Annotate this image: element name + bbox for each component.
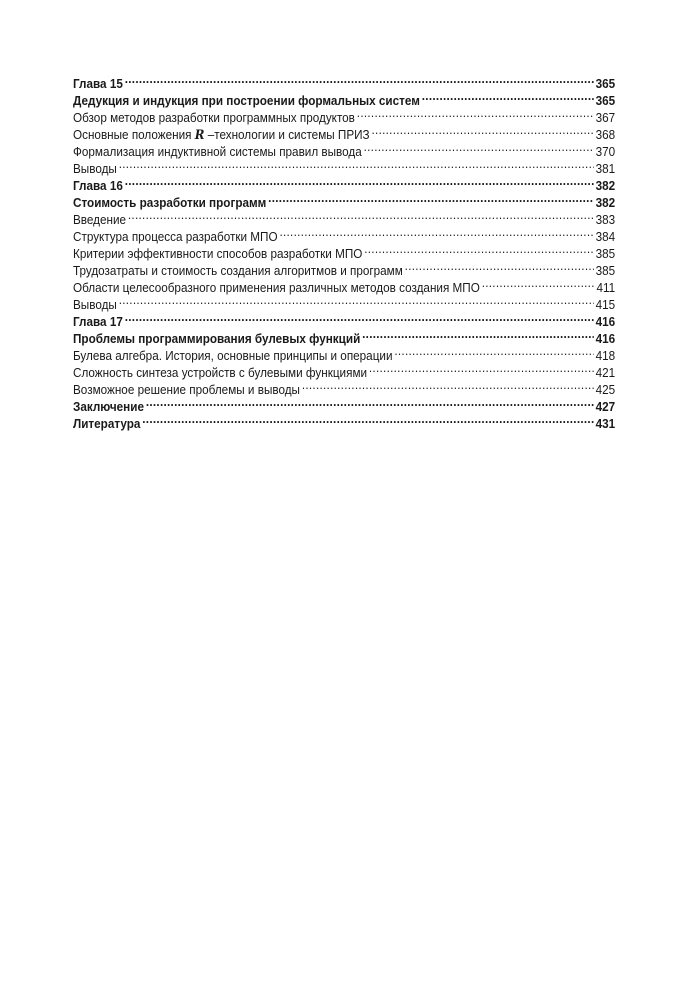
toc-entry-introduction [73,207,616,227]
dot-leader [372,122,594,139]
toc-entry-title: Обзор методов разработки программных продуктов [73,111,355,125]
toc-entry-title: Булева алгебра. История, основные принципы и операции [73,349,393,363]
toc-entry-chapter-17 [73,309,616,329]
toc-entry-page: 418 [595,349,616,363]
dot-leader [405,258,594,275]
toc-entry-title: Трудозатраты и стоимость создания алгоритмов и программ [73,264,403,278]
toc-entry-title: Введение [73,213,127,227]
dot-leader [369,360,594,377]
dot-leader [146,394,594,411]
toc-entry-chapter-16 [73,173,616,193]
dot-leader [125,173,594,190]
toc-entry-conclusions-16 [73,292,616,312]
dot-leader [422,88,594,105]
dot-leader [362,326,594,343]
toc-entry-title: Выводы [73,298,117,312]
toc-entry-page: 411 [596,281,616,295]
toc-entry-page: 365 [595,77,616,91]
table-of-contents [73,71,616,431]
toc-entry-deduction-induction [73,88,616,108]
toc-entry-process-structure [73,224,616,244]
dot-leader [482,275,595,292]
toc-entry-title: Формализация индуктивной системы правил вывода [73,145,362,159]
dot-leader [119,292,594,309]
toc-entry-title: Выводы [73,162,117,176]
toc-entry-page: 368 [595,128,616,142]
toc-entry-chapter-15 [73,71,616,91]
toc-entry-page: 415 [595,298,616,312]
dot-leader [128,207,594,224]
toc-entry-boolean-problems [73,326,616,346]
toc-entry-page: 370 [595,145,616,159]
toc-entry-page: 416 [595,315,616,329]
toc-entry-page: 416 [595,332,616,346]
dot-leader [142,411,594,428]
toc-entry-title: Проблемы программирования булевых функций [73,332,361,346]
toc-entry-page: 431 [595,417,616,431]
toc-entry-title: Области целесообразного применения различных методов создания МПО [73,281,480,295]
toc-entry-software-cost [73,190,616,210]
toc-entry-title: Заключение [73,400,144,414]
toc-entry-title: Сложность синтеза устройств с булевыми функциями [73,366,368,380]
toc-entry-page: 382 [595,179,616,193]
toc-entry-page: 384 [595,230,616,244]
toc-entry-page: 421 [595,366,616,380]
toc-entry-title: Структура процесса разработки МПО [73,230,278,244]
toc-entry-page: 385 [595,264,616,278]
toc-entry-title-part: Основные положения [73,128,195,142]
toc-entry-page: 427 [595,400,616,414]
toc-entry-title: Стоимость разработки программ [73,196,267,210]
toc-entry-literature [73,411,616,431]
toc-entry-title: Глава 17 [73,315,123,329]
dot-leader [125,309,594,326]
toc-entry-conclusion [73,394,616,414]
toc-entry-title [73,126,370,144]
toc-entry-page: 382 [595,196,616,210]
dot-leader [302,377,594,394]
toc-entry-title: Литература [73,417,141,431]
toc-entry-conclusions-15 [73,156,616,176]
toc-entry-page: 425 [595,383,616,397]
dot-leader [357,105,594,122]
dot-leader [279,224,593,241]
dot-leader [394,343,593,360]
dot-leader [364,139,594,156]
toc-entry-page: 383 [595,213,616,227]
r-symbol: R [194,127,205,142]
toc-entry-page: 365 [595,94,616,108]
dot-leader [119,156,594,173]
toc-entry-title: Глава 15 [73,77,123,91]
dot-leader [364,241,594,258]
toc-entry-title: Глава 16 [73,179,123,193]
toc-entry-title: Дедукция и индукция при построении формальных систем [73,94,420,108]
toc-entry-title-part: –технологии и системы ПРИЗ [204,128,370,142]
toc-entry-page: 385 [595,247,616,261]
toc-entry-title: Возможное решение проблемы и выводы [73,383,300,397]
toc-entry-page: 381 [595,162,616,176]
toc-entry-title: Критерии эффективности способов разработки МПО [73,247,363,261]
dot-leader [268,190,594,207]
dot-leader [125,71,594,88]
toc-entry-page: 367 [595,111,616,125]
